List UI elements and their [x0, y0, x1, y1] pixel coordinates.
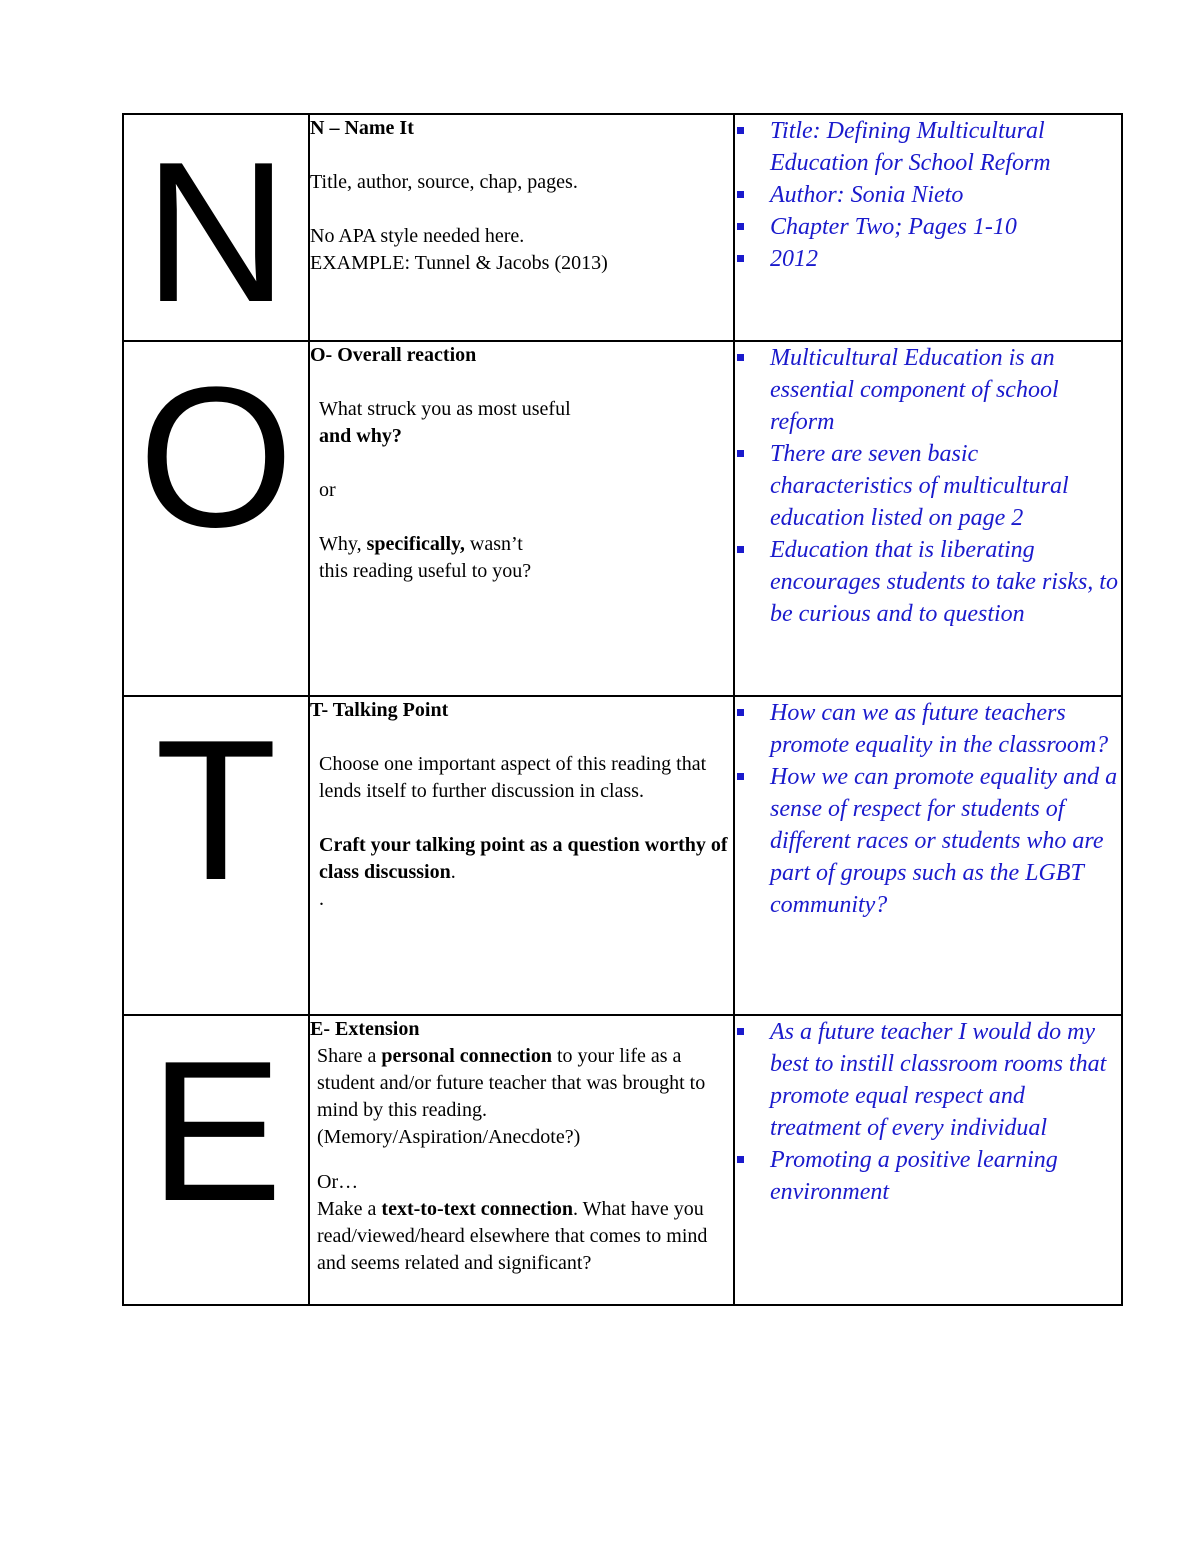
answer-list-n	[735, 115, 1121, 275]
square-bullet-icon	[737, 1028, 744, 1035]
prompt-text: .	[319, 888, 324, 910]
answer-item: There are seven basic characteristics of multicultural education listed on page 2	[735, 438, 1121, 534]
big-letter-o: O	[138, 346, 294, 569]
prompt-text: Share a personal connection to your life as a student and/or future teacher that was brought to mind by this reading. (Memory/Aspiration/Anecdote?)	[317, 1045, 706, 1148]
prompt-text: this reading useful to you?	[319, 560, 532, 582]
answer-cell-o	[734, 341, 1122, 696]
letter-cell-t	[123, 696, 309, 1015]
prompt-text-bold: and why?	[319, 425, 402, 447]
square-bullet-icon	[737, 191, 744, 198]
prompt-text: or	[319, 479, 336, 501]
prompt-text: Title, author, source, chap, pages.	[310, 171, 578, 193]
answer-cell-n	[734, 114, 1122, 341]
prompt-cell-t	[309, 696, 734, 1015]
answer-list-o	[735, 342, 1121, 630]
answer-list-t	[735, 697, 1121, 921]
big-letter-t: T	[154, 699, 278, 922]
prompt-text: No APA style needed here.	[310, 225, 525, 247]
prompt-text: EXAMPLE: Tunnel & Jacobs (2013)	[310, 252, 608, 274]
answer-item: Education that is liberating encourages students to take risks, to be curious and to question	[735, 534, 1121, 630]
square-bullet-icon	[737, 255, 744, 262]
prompt-title-o: O- Overall reaction	[310, 344, 477, 366]
answer-item: Multicultural Education is an essential component of school reform	[735, 342, 1121, 438]
prompt-title-e: E- Extension	[310, 1018, 420, 1040]
prompt-text: What struck you as most useful	[319, 398, 571, 420]
prompt-title-n: N – Name It	[310, 117, 414, 139]
square-bullet-icon	[737, 773, 744, 780]
answer-item: Promoting a positive learning environment	[735, 1144, 1121, 1208]
prompt-text: Choose one important aspect of this reading that lends itself to further discussion in class.	[319, 753, 707, 802]
square-bullet-icon	[737, 709, 744, 716]
note-table	[122, 113, 1123, 1306]
answer-list-e	[735, 1016, 1121, 1208]
letter-cell-o	[123, 341, 309, 696]
square-bullet-icon	[737, 1156, 744, 1163]
prompt-cell-n	[309, 114, 734, 341]
answer-item: Author: Sonia Nieto	[735, 179, 1121, 211]
prompt-cell-o	[309, 341, 734, 696]
answer-cell-t	[734, 696, 1122, 1015]
answer-item: How can we as future teachers promote equality in the classroom?	[735, 697, 1121, 761]
answer-item: 2012	[735, 243, 1121, 275]
square-bullet-icon	[737, 127, 744, 134]
answer-item: Title: Defining Multicultural Education for School Reform	[735, 115, 1121, 179]
letter-cell-e	[123, 1015, 309, 1305]
square-bullet-icon	[737, 450, 744, 457]
prompt-title-t: T- Talking Point	[310, 699, 449, 721]
answer-item: How we can promote equality and a sense of respect for students of different races or students who are part of groups such as the LGBT community?	[735, 761, 1121, 921]
prompt-text: Why, specifically, wasn’t	[319, 533, 523, 555]
answer-cell-e	[734, 1015, 1122, 1305]
prompt-text: Craft your talking point as a question worthy of class discussion.	[319, 834, 728, 883]
big-letter-n: N	[143, 121, 289, 344]
square-bullet-icon	[737, 354, 744, 361]
row-n	[123, 114, 1122, 341]
answer-item: Chapter Two; Pages 1-10	[735, 211, 1121, 243]
letter-cell-n	[123, 114, 309, 344]
square-bullet-icon	[737, 546, 744, 553]
square-bullet-icon	[737, 223, 744, 230]
row-e	[123, 1015, 1122, 1305]
row-o	[123, 341, 1122, 696]
row-t	[123, 696, 1122, 1015]
prompt-text: Make a text-to-text connection. What have you read/viewed/heard elsewhere that comes to mind and seems related and significant?	[317, 1198, 708, 1274]
prompt-cell-e	[309, 1015, 734, 1305]
answer-item: As a future teacher I would do my best to instill classroom rooms that promote equal respect and treatment of every individual	[735, 1016, 1121, 1144]
big-letter-e: E	[149, 1020, 283, 1243]
prompt-text: Or…	[317, 1171, 359, 1193]
